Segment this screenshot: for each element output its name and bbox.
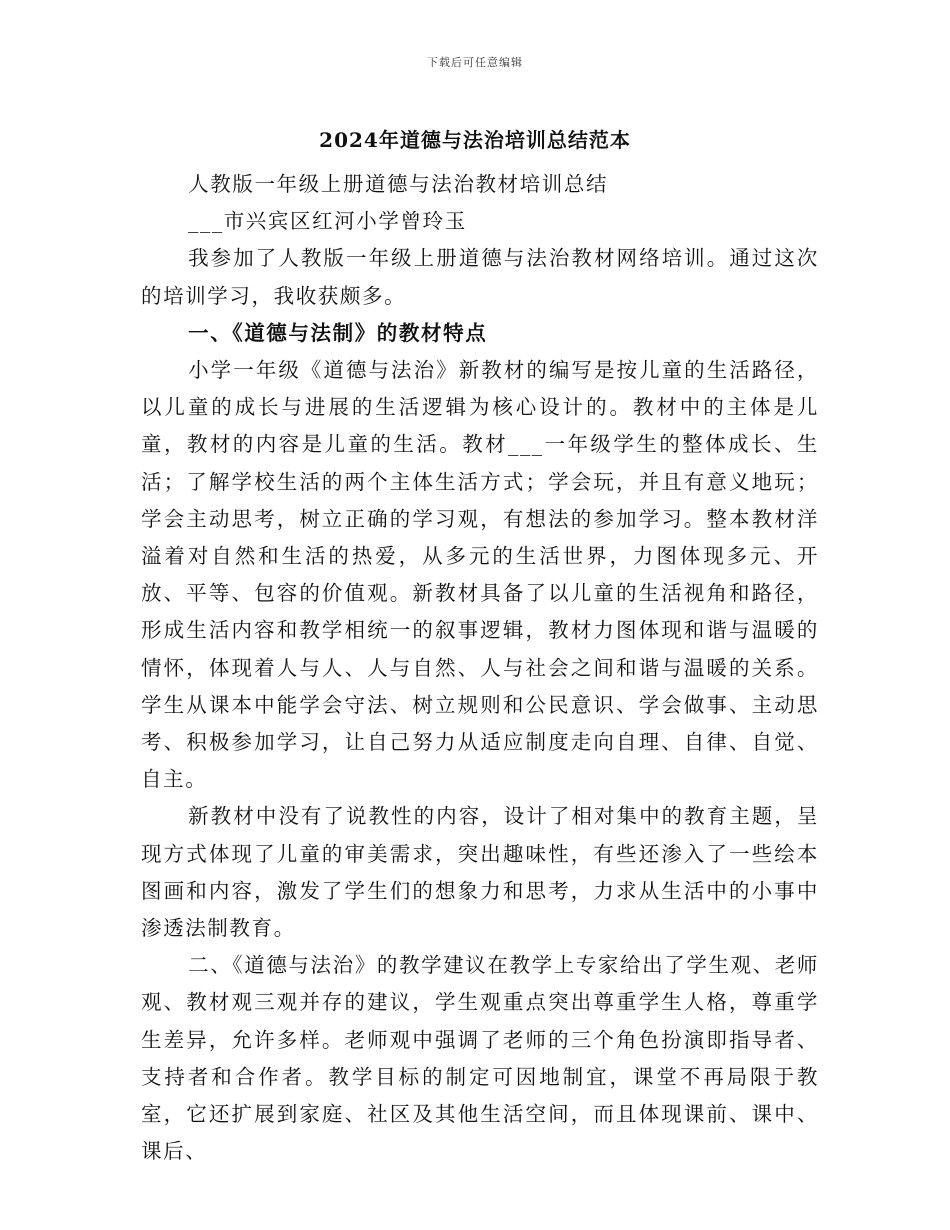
body-paragraph: 二、《道德与法治》的教学建议在教学上专家给出了学生观、老师观、教材观三观并存的建议，学生观重点突出尊重学生人格，尊重学生差异，允许多样。老师观中强调了老师的三个角色扮演即指导者、支持者和合作者。教学目标的制定可因地制宜，课堂不再局限于教室，它还扩展到家庭、社区及其他生活空间，而且体现课前、课中、课后、 xyxy=(141,953,819,1164)
document-title: 2024年道德与法治培训总结范本 xyxy=(319,128,631,152)
body-paragraph: 小学一年级《道德与法治》新教材的编写是按儿童的生活路径，以儿童的成长与进展的生活逻辑为核心设计的。教材中的主体是儿童，教材的内容是儿童的生活。教材___一年级学生的整体成长、生活；了解学校生活的两个主体生活方式；学会玩，并且有意义地玩；学会主动思考，树立正确的学习观，有想法的参加学习。整本教材洋溢着对自然和生活的热爱，从多元的生活世界，力图体现多元、开放、平等、包容的价值观。新教材具备了以儿童的生活视角和路径，形成生活内容和教学相统一的叙事逻辑，教材力图体现和谐与温暖的情怀，体现着人与人、人与自然、人与社会之间和谐与温暖的关系。学生从课本中能学会守法、树立规则和公民意识、学会做事、主动思考、积极参加学习，让自己努力从适应制度走向自理、自律、自觉、自主。 xyxy=(141,358,819,792)
document-body xyxy=(141,166,819,1170)
section-heading: 一、《道德与法制》的教材特点 xyxy=(188,320,488,345)
intro-paragraph: 我参加了人教版一年级上册道德与法治教材网络培训。通过这次的培训学习，我收获颇多。 xyxy=(141,246,819,308)
header-note: 下载后可任意编辑 xyxy=(427,56,523,69)
body-paragraph: 新教材中没有了说教性的内容，设计了相对集中的教育主题，呈现方式体现了儿童的审美需求，突出趣味性，有些还渗入了一些绘本图画和内容，激发了学生们的想象力和思考，力求从生活中的小事中渗透法制教育。 xyxy=(141,804,819,941)
subtitle-line: 人教版一年级上册道德与法治教材培训总结 xyxy=(188,172,609,196)
author-line: ___市兴宾区红河小学曾玲玉 xyxy=(188,209,467,234)
